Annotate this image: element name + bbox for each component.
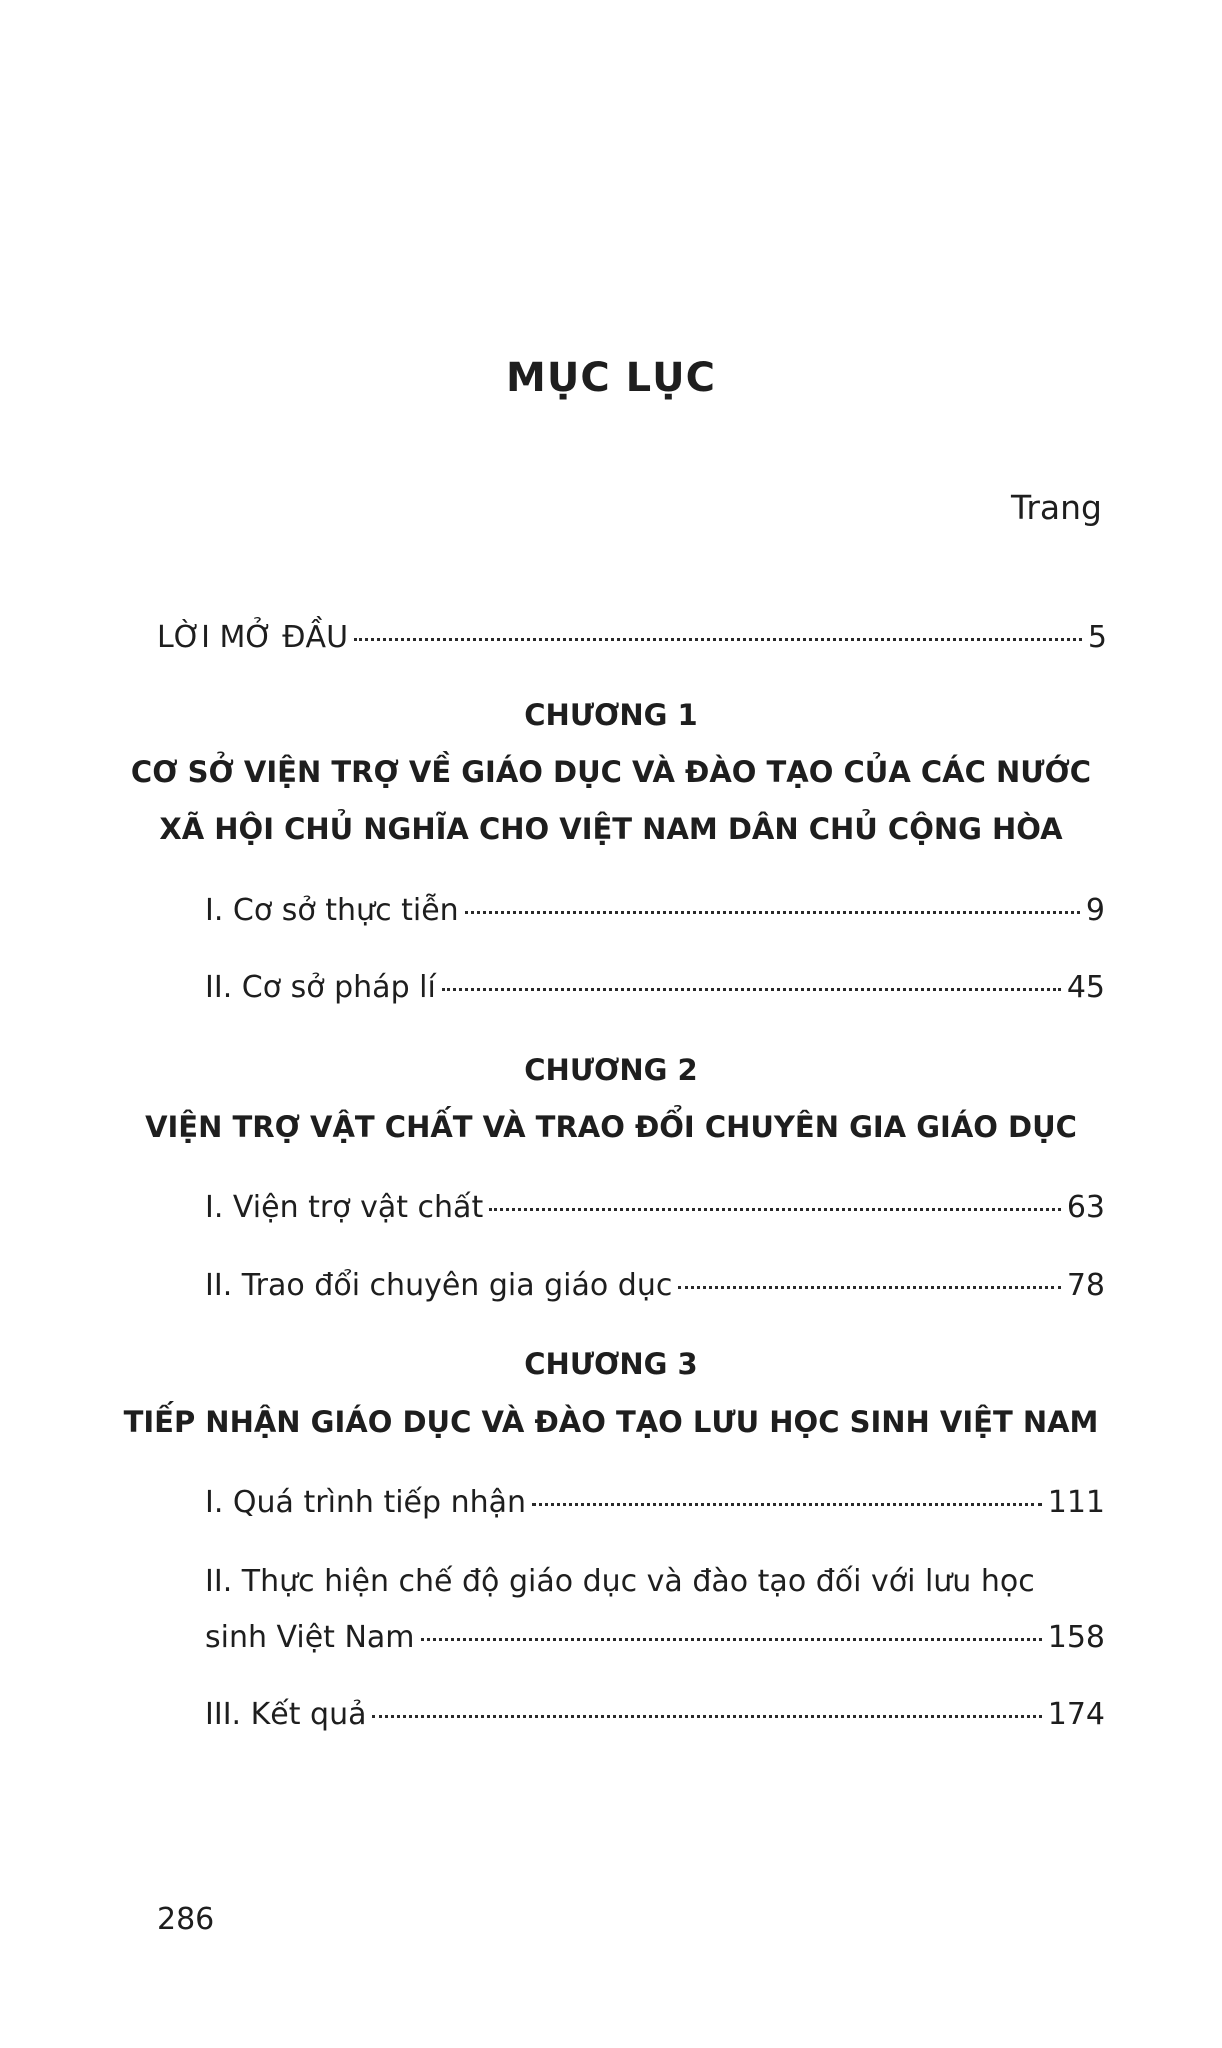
leader-dots — [354, 638, 1082, 641]
toc-entry-label: II. Cơ sở pháp lí — [205, 970, 436, 1005]
toc-entry-label: I. Quá trình tiếp nhận — [205, 1485, 527, 1520]
toc-entry-label: II. Trao đổi chuyên gia giáo dục — [205, 1268, 673, 1303]
leader-dots — [372, 1715, 1041, 1718]
toc-entry-label: I. Viện trợ vật chất — [205, 1190, 484, 1225]
toc-entry-label: III. Kết quả — [205, 1697, 367, 1732]
toc-entry-ch3-2-line-1[interactable]: II. Thực hiện chế độ giáo dục và đào tạo đối với lưu học — [205, 1564, 1035, 1599]
leader-dots — [442, 988, 1061, 991]
chapter-3-heading: CHƯƠNG 3 — [524, 1347, 698, 1381]
toc-entry-page: 45 — [1066, 970, 1105, 1005]
toc-entry-page: 63 — [1066, 1190, 1105, 1225]
chapter-1-title-line-2: XÃ HỘI CHỦ NGHĨA CHO VIỆT NAM DÂN CHỦ CỘNG HÒA — [159, 812, 1063, 846]
page-title: MỤC LỤC — [506, 355, 716, 401]
toc-entry-page: 78 — [1066, 1268, 1105, 1303]
page-number: 286 — [157, 1902, 215, 1937]
chapter-1-heading: CHƯƠNG 1 — [524, 698, 698, 732]
toc-entry-page: 111 — [1047, 1485, 1105, 1520]
leader-dots — [532, 1503, 1042, 1506]
leader-dots — [465, 911, 1080, 914]
toc-entry-label: LỜI MỞ ĐẦU — [157, 620, 349, 655]
toc-entry-label: I. Cơ sở thực tiễn — [205, 893, 459, 928]
toc-entry-ch2-1[interactable] — [205, 1190, 1105, 1225]
toc-entry-page: 158 — [1047, 1620, 1105, 1655]
leader-dots — [489, 1208, 1061, 1211]
toc-entry-label: sinh Việt Nam — [205, 1620, 415, 1655]
toc-entry-ch3-1[interactable] — [205, 1485, 1105, 1520]
toc-entry-ch3-3[interactable] — [205, 1697, 1105, 1732]
toc-entry-page: 174 — [1047, 1697, 1105, 1732]
toc-entry-ch1-1[interactable] — [205, 893, 1105, 928]
toc-entry-ch2-2[interactable] — [205, 1268, 1105, 1303]
toc-entry-intro[interactable] — [157, 620, 1107, 655]
leader-dots — [678, 1286, 1060, 1289]
chapter-2-title-line-1: VIỆN TRỢ VẬT CHẤT VÀ TRAO ĐỔI CHUYÊN GIA GIÁO DỤC — [145, 1110, 1077, 1144]
toc-entry-page: 5 — [1087, 620, 1107, 655]
chapter-3-title-line-1: TIẾP NHẬN GIÁO DỤC VÀ ĐÀO TẠO LƯU HỌC SINH VIỆT NAM — [123, 1405, 1099, 1439]
leader-dots — [421, 1638, 1042, 1641]
toc-entry-page: 9 — [1085, 893, 1105, 928]
chapter-1-title-line-1: CƠ SỞ VIỆN TRỢ VỀ GIÁO DỤC VÀ ĐÀO TẠO CỦA CÁC NƯỚC — [130, 755, 1092, 789]
toc-entry-ch3-2[interactable] — [205, 1620, 1105, 1655]
toc-entry-ch1-2[interactable] — [205, 970, 1105, 1005]
page-column-label: Trang — [1011, 488, 1102, 527]
chapter-2-heading: CHƯƠNG 2 — [524, 1053, 698, 1087]
